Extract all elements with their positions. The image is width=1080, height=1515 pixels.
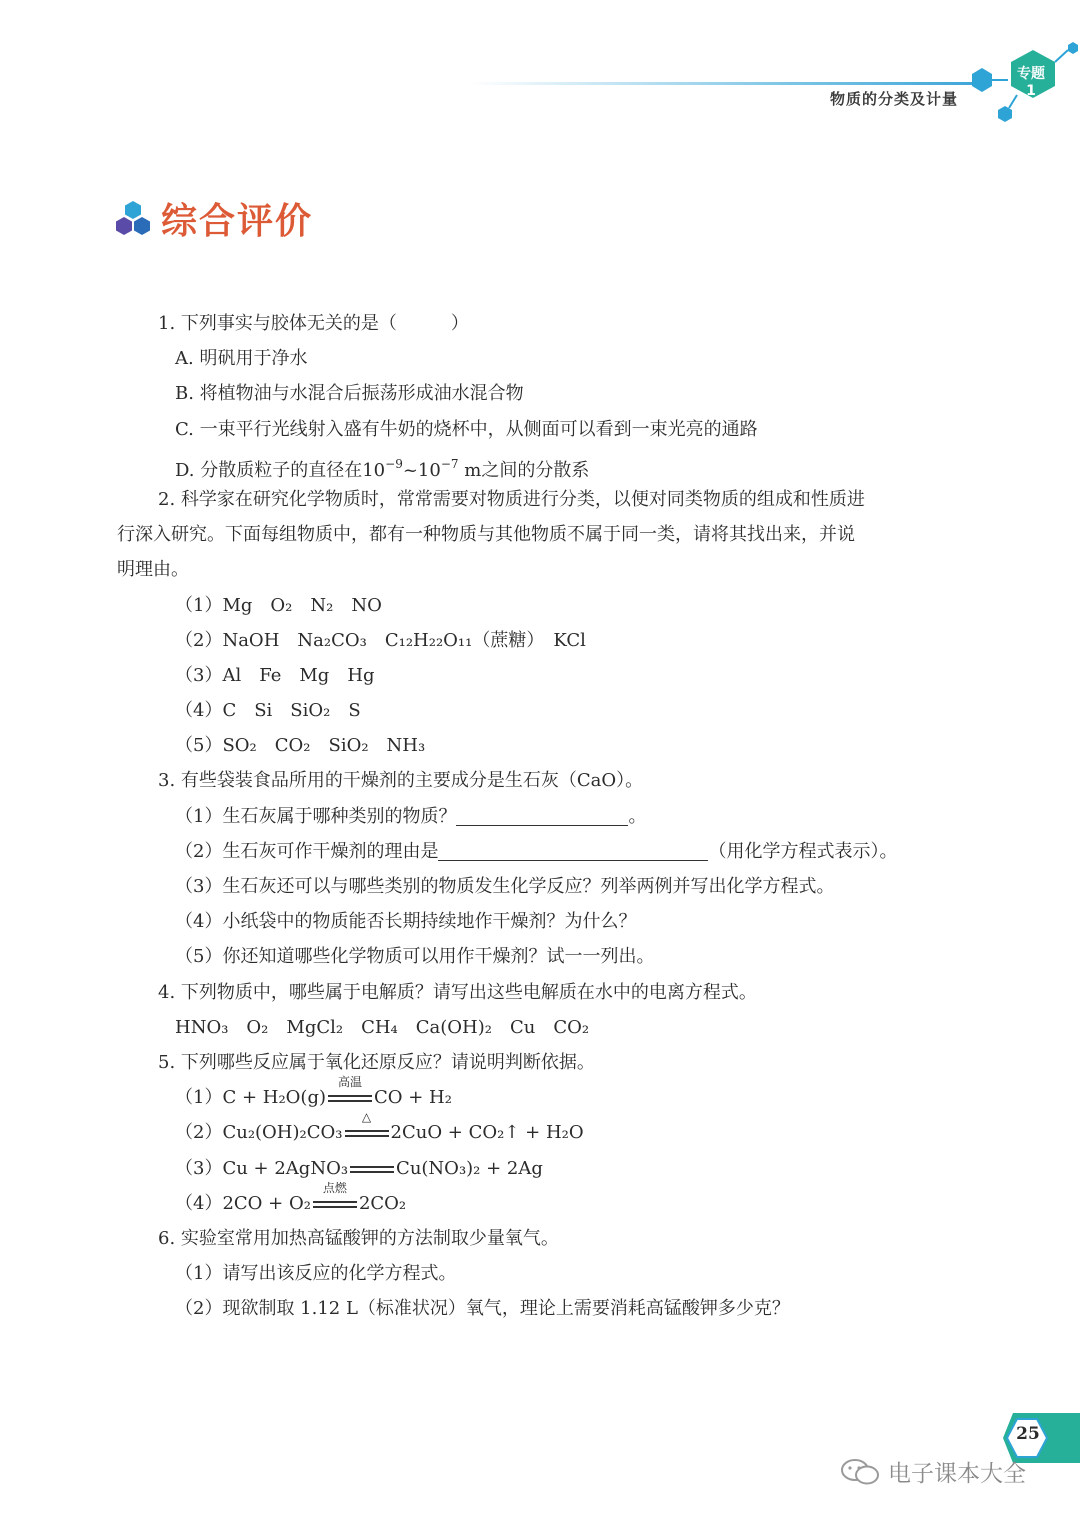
equals-sign (345, 1110, 389, 1140)
q3-stem: 3. 有些袋装食品所用的干燥剂的主要成分是生石灰（CaO）。 (158, 770, 644, 792)
q1-d-exp1: −9 (385, 456, 403, 471)
section-heading (115, 192, 313, 244)
answer-blank[interactable] (456, 805, 628, 826)
q6-sub-2: （2）现欲制取 1.12 L（标准状况）氧气，理论上需要消耗高锰酸钾多少克？ (175, 1298, 790, 1320)
header-rule (470, 82, 990, 85)
q2-stem-line1: 2. 科学家在研究化学物质时，常常需要对物质进行分类，以便对同类物质的组成和性质进 (158, 488, 865, 510)
q3-s2-end: （用化学方程式表示）。 (708, 840, 898, 862)
q5-reaction-1 (117, 1075, 967, 1115)
watermark-text: 电子课本大全 (888, 1461, 1026, 1487)
q3-sub-2 (117, 834, 967, 869)
equals-sign (328, 1075, 372, 1105)
r2-left: （2）Cu₂(OH)₂CO₃ (175, 1122, 343, 1144)
r4-right: 2CO₂ (358, 1192, 407, 1214)
q5-stem: 5. 下列哪些反应属于氧化还原反应？请说明判断依据。 (158, 1051, 595, 1073)
topic-badge-number: 1 (1026, 83, 1036, 99)
r1-left: （1）C + H₂O(g) (175, 1087, 326, 1109)
q5-reaction-2 (117, 1110, 967, 1150)
answer-blank[interactable] (438, 840, 708, 861)
r2-condition: △ (361, 1110, 372, 1125)
page-number: 25 (1016, 1424, 1040, 1444)
header-subtitle: 物质的分类及计量 (829, 90, 958, 108)
q1-d-exp2: −7 (440, 456, 459, 471)
q3-sub-4: （4）小纸袋中的物质能否长期持续地作干燥剂？为什么？ (175, 911, 637, 933)
q3-s1-text: （1）生石灰属于哪种类别的物质？ (175, 805, 457, 827)
r3-left: （3）Cu + 2AgNO₃ (175, 1157, 349, 1179)
q1-option-d (117, 447, 967, 482)
question-body (117, 306, 967, 1326)
q3-sub-3: （3）生石灰还可以与哪些类别的物质发生化学反应？列举两例并写出化学方程式。 (175, 876, 835, 897)
q3-s1-end: 。 (628, 805, 647, 827)
topic-badge-label: 专题 (1017, 66, 1045, 82)
equals-sign (350, 1162, 394, 1176)
q2-stem-line3: 明理由。 (117, 559, 189, 581)
section-title: 综合评价 (161, 200, 314, 242)
q3-sub-1 (117, 799, 967, 834)
q5-reaction-4 (117, 1180, 967, 1221)
q4-stem: 4. 下列物质中，哪些属于电解质？请写出这些电解质在水中的电离方程式。 (158, 981, 757, 1003)
topic-badge (1008, 66, 1054, 100)
hex-blue-small (972, 68, 992, 92)
r2-right: 2CuO + CO₂↑ + H₂O (390, 1122, 584, 1144)
q2-group-2: （2）NaOH Na₂CO₃ C₁₂H₂₂O₁₁（蔗糖） KCl (175, 629, 586, 651)
q2-group-3: （3）Al Fe Mg Hg (175, 664, 375, 686)
q2-group-4: （4）C Si SiO₂ S (175, 700, 361, 722)
r4-condition: 点燃 (322, 1180, 347, 1195)
q2-stem-line2: 行深入研究。下面每组物质中，都有一种物质与其他物质不属于同一类，请将其找出来，并说 (117, 524, 855, 546)
q1-option-a: A. 明矾用于净水 (175, 348, 308, 370)
q1-d-post: m之间的分散系 (458, 459, 590, 481)
q4-substances: HNO₃ O₂ MgCl₂ CH₄ Ca(OH)₂ Cu CO₂ (175, 1016, 590, 1038)
hex-blue-top (1068, 42, 1078, 54)
q3-s2-text: （2）生石灰可作干燥剂的理由是 (175, 840, 439, 862)
q3-sub-5: （5）你还知道哪些化学物质可以用作干燥剂？试一一列出。 (175, 946, 655, 968)
watermark (840, 1455, 1026, 1488)
q1-d-pre: D. 分散质粒子的直径在10 (175, 459, 386, 481)
q1-option-c: C. 一束平行光线射入盛有牛奶的烧杯中，从侧面可以看到一束光亮的通路 (175, 418, 758, 440)
r1-right: CO + H₂ (374, 1087, 452, 1109)
q6-stem: 6. 实验室常用加热高锰酸钾的方法制取少量氧气。 (158, 1227, 559, 1249)
wechat-icon (840, 1458, 880, 1486)
q2-group-5: （5）SO₂ CO₂ SiO₂ NH₃ (175, 735, 426, 757)
q1-d-mid: ~10 (402, 459, 441, 481)
r1-condition: 高温 (337, 1075, 362, 1090)
q1-option-b: B. 将植物油与水混合后振荡形成油水混合物 (175, 383, 524, 405)
r4-left: （4）2CO + O₂ (175, 1192, 311, 1214)
q1-stem: 1. 下列事实与胶体无关的是（ ） (158, 313, 469, 334)
q5-reaction-3 (117, 1151, 967, 1186)
r3-right: Cu(NO₃)₂ + 2Ag (396, 1157, 543, 1179)
equals-sign (313, 1180, 357, 1211)
q2-group-1: （1）Mg O₂ N₂ NO (175, 594, 382, 616)
cube-cluster-icon (115, 199, 151, 237)
q6-sub-1: （1）请写出该反应的化学方程式。 (175, 1263, 457, 1285)
